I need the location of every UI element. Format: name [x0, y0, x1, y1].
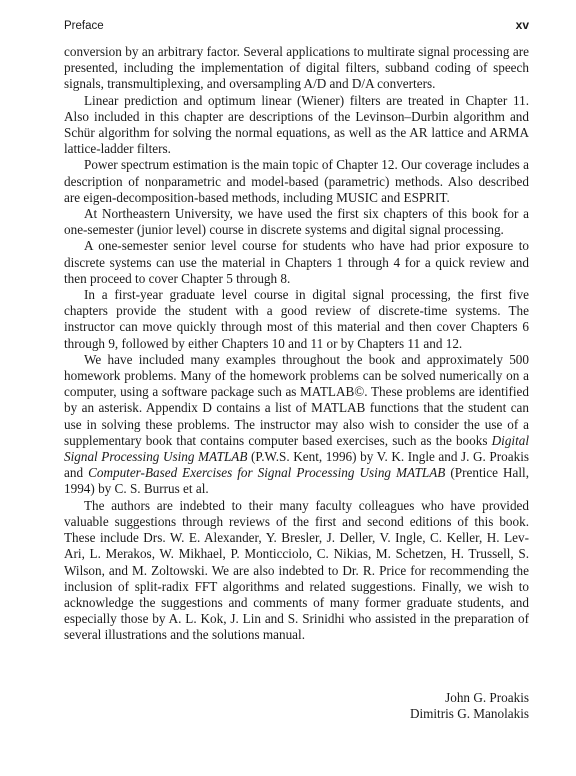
book-title: Computer-Based Exercises for Signal Processing Using MATLAB	[88, 465, 446, 481]
paragraph-text: (P.W.S. Kent, 1996) by V. K. Ingle and J. G. Proakis and	[64, 449, 529, 481]
running-header	[64, 18, 529, 32]
paragraph: The authors are indebted to their many faculty colleagues who have provided valuable suggestions through reviews of the first and second editions of this book. These include Drs. W. E. Alexander, Y. Bresler, J. Deller, V. Ingle, C. Keller, H. Lev-Ari, L. Merakos, W. Mikhael, P. Monticciolo, C. Nikias, M. Schetzen, H. Trussell, S. Wilson, and M. Zoltowski. We are also indebted to Dr. R. Price for recommending the inclusion of split-radix FFT algorithms and related suggestions. Finally, we wish to acknowledge the suggestions and comments of many former graduate students, and especially those by A. L. Kok, J. Lin and S. Srinidhi who assisted in the preparation of several illustrations and the solutions manual.	[64, 497, 529, 643]
paragraph	[64, 352, 529, 498]
paragraph: conversion by an arbitrary factor. Several applications to multirate signal processing are presented, including the implementation of digital filters, subband coding of speech signals, transmultiplexing, and oversampling A/D and D/A converters.	[64, 44, 529, 92]
paragraph: In a first-year graduate level course in digital signal processing, the first five chapters provide the student with a good review of discrete-time systems. The instructor can move quickly through most of this material and then cover Chapters 6 through 9, followed by either Chapters 10 and 11 or by Chapters 11 and 12.	[64, 287, 529, 351]
signature-block	[410, 690, 529, 723]
paragraph: A one-semester senior level course for students who have had prior exposure to discrete systems can use the material in Chapters 1 through 4 for a quick review and then proceed to cover Chapter 5 through 8.	[64, 238, 529, 286]
author-name: John G. Proakis	[445, 690, 529, 705]
paragraph: Power spectrum estimation is the main topic of Chapter 12. Our coverage includes a description of nonparametric and model-based (parametric) methods. Also described are eigen-decomposition-based methods, including MUSIC and ESPRIT.	[64, 157, 529, 205]
page-number: xv	[515, 18, 529, 32]
book-title: Digital Signal Processing Using MATLAB	[64, 432, 529, 465]
section-title: Preface	[64, 20, 104, 32]
body-text	[64, 44, 529, 644]
paragraph: At Northeastern University, we have used the first six chapters of this book for a one-semester (junior level) course in discrete systems and digital signal processing.	[64, 206, 529, 238]
author-name: Dimitris G. Manolakis	[409, 706, 529, 722]
paragraph-text: (Prentice Hall, 1994) by C. S. Burrus et al.	[64, 465, 529, 497]
paragraph: Linear prediction and optimum linear (Wiener) filters are treated in Chapter 11. Also included in this chapter are descriptions of the Levinson–Durbin algorithm and Schür algorithm for solving the normal equations, as well as the AR lattice and ARMA lattice-ladder filters.	[64, 92, 529, 157]
paragraph-text: We have included many examples throughout the book and approximately 500 homework problems. Many of the homework problems can be solved numerically on a computer, using a software package such as MATLAB©. These problems are identified by an asterisk. Appendix D contains a list of MATLAB functions that the student can use in solving these problems. The instructor may also wish to consider the use of a supplementary book that contains computer based exercises, such as the books	[64, 351, 529, 448]
